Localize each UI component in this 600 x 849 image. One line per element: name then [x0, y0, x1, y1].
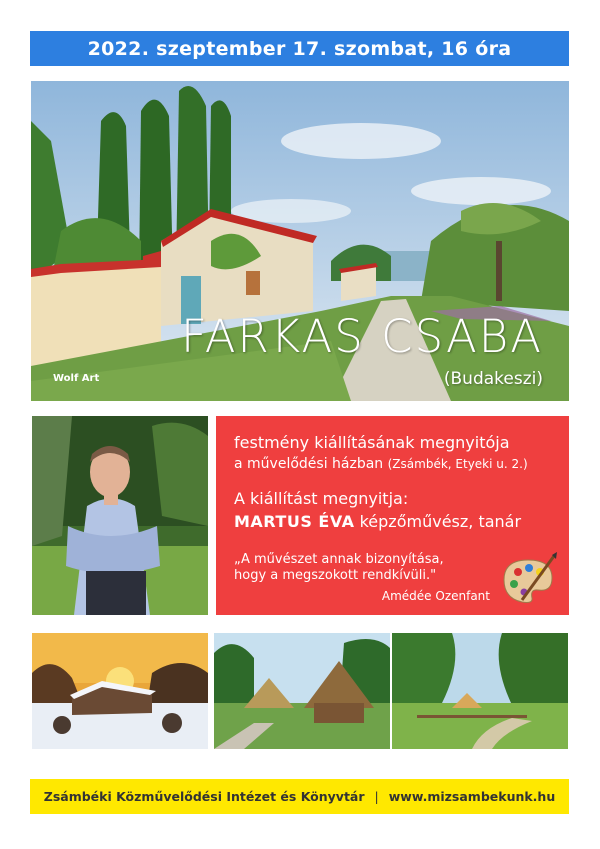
- event-date-text: 2022. szeptember 17. szombat, 16 óra: [87, 37, 512, 60]
- opener-line: [234, 512, 521, 531]
- venue-name: a művelődési házban: [234, 456, 384, 472]
- event-info-panel: [216, 416, 569, 615]
- opener-intro: A kiállítást megnyitja:: [234, 489, 409, 508]
- quote-line-1: „A művészet annak bizonyítása,: [234, 552, 444, 567]
- institution-name: Zsámbéki Közművelődési Intézet és Könyvtár: [43, 789, 365, 804]
- event-date-banner: [30, 31, 569, 66]
- artist-name: FARKAS CSABA: [180, 310, 543, 363]
- painting-thumbnail-village: [214, 633, 390, 749]
- footer-separator: |: [374, 789, 379, 804]
- website-link[interactable]: www.mizsambekunk.hu: [388, 789, 556, 804]
- painting-thumbnail-meadow: [392, 633, 568, 749]
- quote: [234, 552, 444, 584]
- hero-painting: [31, 81, 569, 401]
- venue-address: (Zsámbék, Etyeki u. 2.): [387, 457, 528, 471]
- paint-palette-icon: [498, 552, 558, 611]
- painting-signature: Wolf Art: [53, 373, 100, 384]
- exhibition-subtitle: festmény kiállításának megnyitója: [234, 433, 510, 452]
- quote-line-2: hogy a megszokott rendkívüli.": [234, 568, 437, 583]
- opener-name: MARTUS ÉVA: [234, 512, 355, 531]
- artist-city: (Budakeszi): [443, 369, 543, 389]
- quote-author: Amédée Ozenfant: [381, 589, 490, 603]
- footer-banner: [30, 779, 569, 814]
- opener-title: képzőművész, tanár: [359, 512, 522, 531]
- painting-thumbnail-winter: [32, 633, 208, 749]
- artist-portrait-photo: [32, 416, 208, 615]
- venue-line: [234, 456, 528, 472]
